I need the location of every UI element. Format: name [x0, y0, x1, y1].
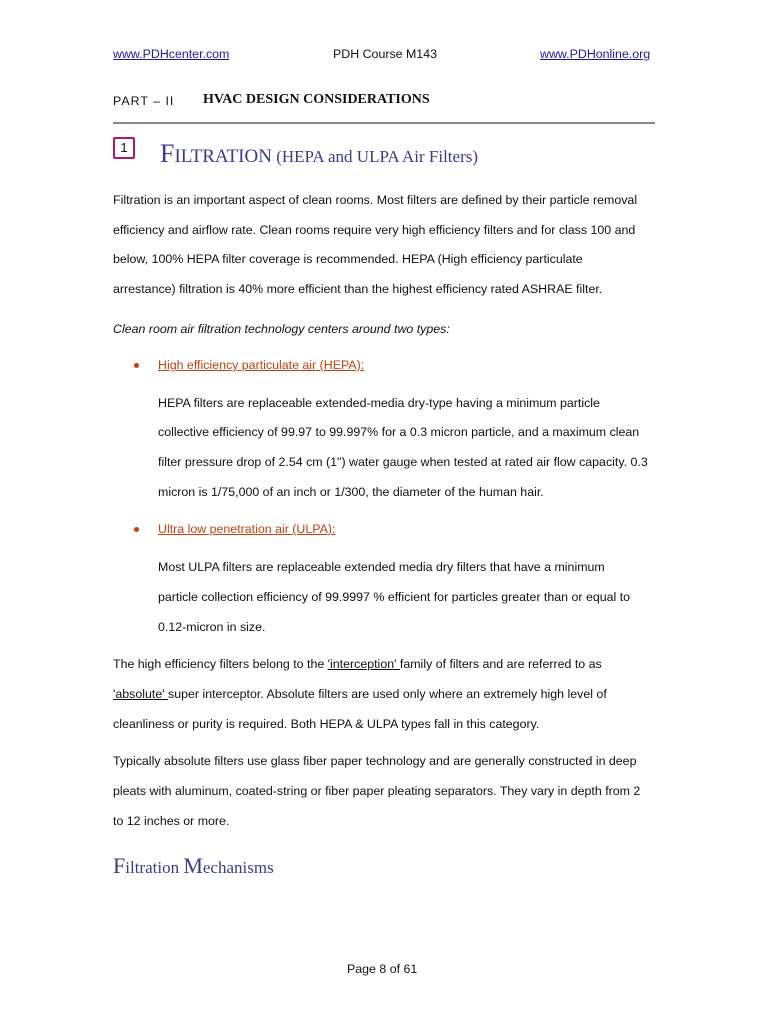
title-rest: (HEPA and ULPA Air Filters)	[271, 147, 479, 166]
text: The high efficiency filters belong to the	[113, 657, 328, 671]
ulpa-line: Most ULPA filters are replaceable extended media dry filters that have a minimum	[158, 560, 605, 574]
pdhonline-link[interactable]: www.PDHonline.org	[540, 47, 651, 61]
divider	[113, 122, 655, 124]
para3-line: to 12 inches or more.	[113, 814, 230, 828]
bullet-title-ulpa: Ultra low penetration air (ULPA):	[158, 522, 336, 536]
bullet-icon	[134, 363, 139, 368]
section-title	[160, 141, 478, 171]
text: family of filters and are referred to as	[399, 657, 602, 671]
para1-line: Filtration is an important aspect of clean rooms. Most filters are defined by their particle removal	[113, 193, 638, 207]
pdhcenter-link[interactable]: www.PDHcenter.com	[113, 47, 230, 61]
part-label: PART – II	[113, 94, 175, 108]
hepa-line: HEPA filters are replaceable extended-media dry-type having a minimum particle	[158, 396, 600, 410]
para3-line: pleats with aluminum, coated-string or fiber paper pleating separators. They vary in depth from 2	[113, 784, 641, 798]
title-small: ILTRATION	[174, 146, 272, 167]
section-number-badge: 1	[113, 137, 135, 159]
part-title: HVAC DESIGN CONSIDERATIONS	[203, 92, 430, 107]
intro-italic: Clean room air filtration technology centers around two types:	[113, 322, 450, 336]
para1-line: efficiency and airflow rate. Clean rooms require very high efficiency filters and for class 100 and	[113, 223, 636, 237]
para2-line: cleanliness or purity is required. Both HEPA & ULPA types fall in this category.	[113, 717, 540, 731]
para3-line: Typically absolute filters use glass fiber paper technology and are generally constructed in deep	[113, 754, 637, 768]
para1-line: below, 100% HEPA filter coverage is recommended. HEPA (High efficiency particulate	[113, 252, 583, 266]
bullet-icon	[134, 527, 139, 532]
ulpa-line: 0.12-micron in size.	[158, 620, 266, 634]
hepa-line: filter pressure drop of 2.54 cm (1") water gauge when tested at rated air flow capacity. 0.3	[158, 455, 648, 469]
text: super interceptor. Absolute filters are used only where an extremely high level of	[168, 687, 607, 701]
course-title: PDH Course M143	[333, 47, 437, 61]
text: M	[183, 853, 203, 878]
hepa-line: micron is 1/75,000 of an inch or 1/300, the diameter of the human hair.	[158, 485, 544, 499]
hepa-line: collective efficiency of 99.97 to 99.997% for a 0.3 micron particle, and a maximum clean	[158, 425, 640, 439]
text: echanisms	[202, 858, 274, 877]
absolute-term: 'absolute'	[113, 687, 169, 701]
para2-line	[113, 656, 602, 672]
text: F	[113, 853, 126, 878]
title-cap: F	[160, 139, 175, 168]
text: iltration	[125, 858, 184, 877]
page-number: Page 8 of 61	[347, 962, 418, 976]
ulpa-line: particle collection efficiency of 99.9997 % efficient for particles greater than or equal to	[158, 590, 631, 604]
subheading-filtration-mechanisms	[113, 853, 274, 882]
bullet-title-hepa: High efficiency particulate air (HEPA):	[158, 358, 365, 372]
para1-line: arrestance) filtration is 40% more efficient than the highest efficiency rated ASHRAE filter.	[113, 282, 603, 296]
para2-line	[113, 686, 607, 702]
interception-term: 'interception'	[327, 657, 400, 671]
